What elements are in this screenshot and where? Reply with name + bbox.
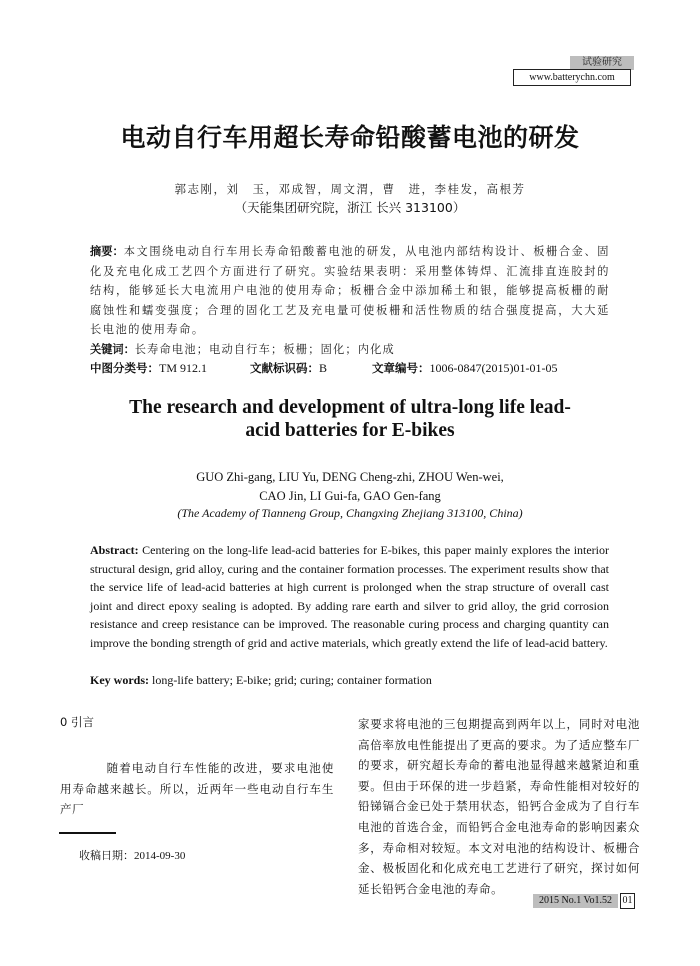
article-no-item — [372, 359, 557, 378]
english-authors-line1: GUO Zhi-gang, LIU Yu, DENG Cheng-zhi, ZHOU Wen-wei, — [196, 470, 504, 484]
footnote-label: 收稿日期： — [79, 849, 134, 862]
english-keywords-label: Key words: — [90, 673, 149, 687]
clc-label: 中图分类号： — [90, 361, 159, 375]
english-keywords-text: long-life battery; E-bike; grid; curing; container formation — [152, 673, 432, 687]
english-authors — [0, 468, 700, 506]
article-no-label: 文章编号： — [372, 361, 430, 375]
english-abstract-label: Abstract: — [90, 543, 139, 557]
left-column-text: 随着电动自行车性能的改进，要求电池使用寿命越来越长。所以，近两年一些电动自行车生产厂 — [60, 761, 334, 817]
english-authors-line2: CAO Jin, LI Gui-fa, GAO Gen-fang — [259, 489, 441, 503]
doc-code-label: 文献标识码： — [250, 361, 319, 375]
footnote-value: 2014-09-30 — [134, 850, 186, 862]
chinese-keywords-label: 关键词： — [90, 343, 135, 356]
clc-item — [90, 361, 207, 375]
right-column: 家要求将电池的三包期提高到两年以上，同时对电池高倍率放电性能提出了更高的要求。为了适应整车厂的要求，研究超长寿命的蓄电池显得越来越紧迫和重要。但由于环保的进一步趋紧，寿命性能相对较好的铅锑镉合金已处于禁用状态，铅钙合金成为了自行车电池的首选合金，而铅钙合金电池寿命的影响因素众多，寿命相对较短。本文对电池的结构设计、板栅合金、极板固化和化成充电工艺进行了研究，探讨如何延长铅钙合金电池的寿命。 — [358, 717, 640, 896]
english-title-text: The research and development of ultra-long life lead-acid batteries for E-bikes — [129, 397, 571, 441]
chinese-abstract-label: 摘要： — [90, 245, 124, 258]
chinese-affiliation: （天能集团研究院，浙江 长兴 313100） — [234, 200, 466, 215]
website-link[interactable]: www.batterychn.com — [513, 69, 631, 86]
chinese-title: 电动自行车用超长寿命铅酸蓄电池的研发 — [120, 123, 580, 152]
section-heading: 0 引言 — [60, 715, 94, 729]
chinese-abstract-text: 本文围绕电动自行车用长寿命铅酸蓄电池的研发，从电池内部结构设计、板栅合金、固化及充电化成工艺四个方面进行了研究。实验结果表明：采用整体铸焊、汇流排直连胶封的结构，能够延长大电流用户电池的使用寿命；板栅合金中添加稀土和银，能够提高板栅的耐腐蚀性和蠕变强度；合理的固化工艺及充电量可使板栅和活性物质的结合强度提高，大大延长电池的使用寿命。 — [90, 246, 610, 337]
classification-line — [90, 359, 630, 378]
issue-info: 2015 No.1 Vo1.52 — [533, 894, 618, 908]
footnote — [79, 847, 185, 863]
doc-code-value: B — [319, 361, 328, 375]
english-abstract — [90, 541, 609, 653]
english-title — [0, 396, 700, 442]
section-tag: 试验研究 — [570, 56, 634, 70]
chinese-authors: 郭志刚，刘 玉，邓成智，周文渭，曹 进，李桂发，高根芳 — [174, 184, 526, 196]
chinese-abstract — [90, 242, 610, 341]
doc-code-item — [250, 359, 327, 378]
chinese-keywords-text: 长寿命电池；电动自行车；板栅；固化；内化成 — [134, 344, 395, 356]
left-column — [60, 758, 334, 820]
article-no-value: 1006-0847(2015)01-01-05 — [429, 361, 558, 375]
english-affiliation: (The Academy of Tianneng Group, Changxing Zhejiang 313100, China) — [177, 506, 523, 520]
english-abstract-text: Centering on the long-life lead-acid batteries for E-bikes, this paper mainly explores the interior structural design, grid alloy, curing and the container formation processes. The experiment results show that the service life of lead-acid batteries at high current is prolonged when the strap structure of overall cast joint and direct epoxy sealing is adopted. By adding rare earth and silver to grid alloy, the grid corrosion resistance and creep resistance can be improved. The reasonable curing process and charging quantity can improve the bonding strength of grid and active materials, which greatly extend the life of lead-acid battery. — [90, 543, 610, 650]
footnote-divider — [59, 832, 116, 834]
page-number: 01 — [620, 893, 635, 909]
english-keywords — [90, 671, 610, 689]
chinese-keywords — [90, 340, 610, 360]
clc-value: TM 912.1 — [159, 361, 207, 375]
